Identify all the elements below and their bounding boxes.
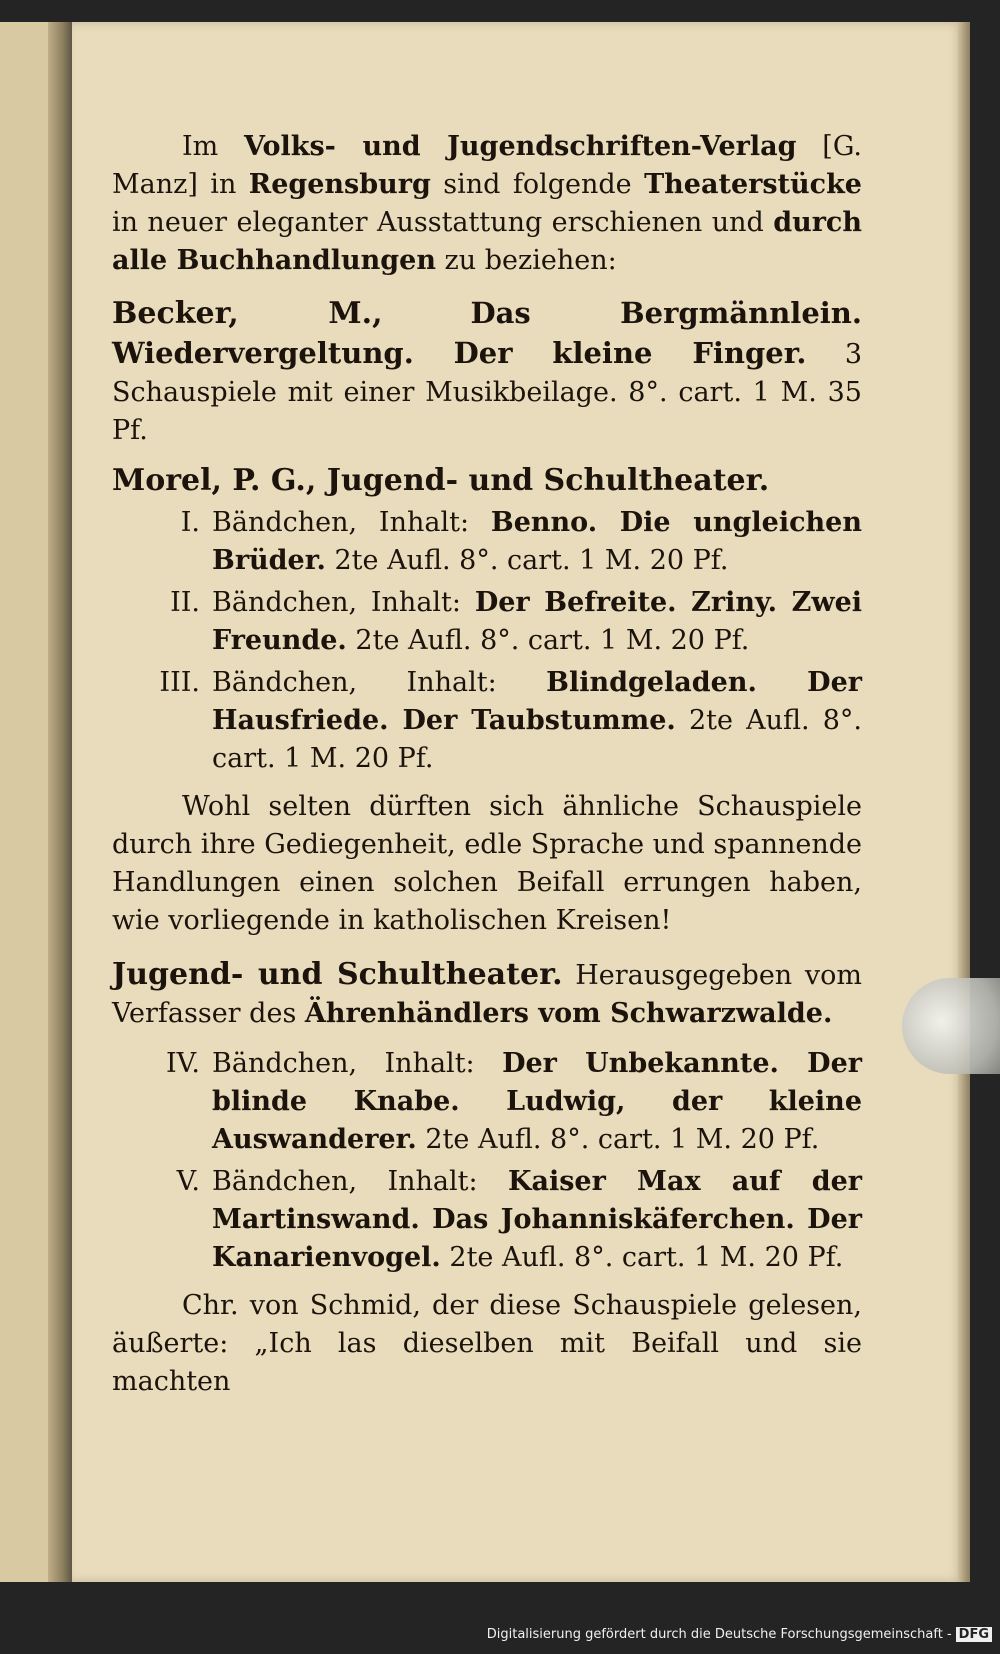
volume-details: 2te Aufl. 8°. cart. 1 M. 20 Pf. — [425, 1124, 820, 1155]
volume-number: II. — [170, 587, 200, 618]
book-gutter — [48, 22, 72, 1582]
becker-titles: Das Bergmännlein. Wiedervergeltung. Der kleine Finger. — [112, 296, 862, 370]
volume-details: 2te Aufl. 8°. cart. 1 M. 20 Pf. — [355, 625, 750, 656]
volume-number: I. — [180, 507, 200, 538]
volume-titles: Benno. Die ungleichen Brüder. — [212, 507, 862, 576]
page-content — [112, 128, 862, 1417]
becker-author: Becker, M., — [112, 296, 383, 331]
volume-prefix: Bändchen, Inhalt: — [212, 507, 470, 538]
volume-prefix: Bändchen, Inhalt: — [212, 1166, 478, 1197]
page-edge — [958, 22, 970, 1582]
footer-text: Digitalisierung gefördert durch die Deutsche Forschungsgemeinschaft - — [486, 1627, 952, 1642]
page-clip-tab — [902, 978, 1000, 1074]
intro-text: in neuer eleganter Ausstattung erschienen und — [112, 207, 774, 238]
dfg-logo: DFG — [956, 1627, 992, 1642]
volume-entry — [112, 664, 862, 778]
volume-prefix: Bändchen, Inhalt: — [212, 1048, 475, 1079]
volume-entry — [112, 504, 862, 580]
volume-titles: Blindgeladen. Der Hausfriede. Der Taubstumme. — [212, 667, 862, 736]
volume-details: 2te Aufl. 8°. cart. 1 M. 20 Pf. — [212, 705, 862, 774]
bookstores-term: durch alle Buchhandlungen — [112, 207, 862, 276]
intro-paragraph — [112, 128, 862, 280]
theater-pieces-term: Theaterstücke — [644, 169, 862, 200]
becker-details: 3 Schauspiele mit einer Musikbeilage. 8°. cart. 1 M. 35 Pf. — [112, 339, 862, 446]
jugend-heading: Jugend- und Schultheater. — [112, 957, 563, 992]
jugend-entry — [112, 956, 862, 1033]
jugend-work-title: Ährenhändlers vom Schwarzwalde. — [304, 998, 833, 1029]
volume-entry — [112, 1163, 862, 1277]
jugend-text: Herausgegeben vom Verfasser des — [112, 960, 862, 1029]
digitization-footer — [487, 1627, 992, 1642]
intro-text: Im — [182, 131, 245, 162]
becker-entry — [112, 294, 862, 450]
publisher-name: Volks- und Jugendschriften-Verlag — [244, 131, 797, 162]
recommendation-note: Wohl selten dürften sich ähnliche Schauspiele durch ihre Gediegenheit, edle Sprache und spannende Handlungen einen solchen Beifall errungen haben, wie vorliegende in katholischen Kreisen! — [112, 791, 862, 936]
morel-heading: Morel, P. G., Jugend- und Schultheater. — [112, 463, 770, 498]
volume-entry — [112, 584, 862, 660]
volume-prefix: Bändchen, Inhalt: — [212, 667, 497, 698]
volume-entry — [112, 1045, 862, 1159]
volume-number: IV. — [165, 1048, 200, 1079]
volume-details: 2te Aufl. 8°. cart. 1 M. 20 Pf. — [449, 1242, 844, 1273]
intro-text: [G. Manz] in — [112, 131, 863, 200]
volume-prefix: Bändchen, Inhalt: — [212, 587, 461, 618]
volume-titles: Kaiser Max auf der Martinswand. Das Johanniskäferchen. Der Kanarienvogel. — [212, 1166, 862, 1273]
volume-titles: Der Befreite. Zriny. Zwei Freunde. — [212, 587, 862, 656]
volume-details: 2te Aufl. 8°. cart. 1 M. 20 Pf. — [334, 545, 729, 576]
city-name: Regensburg — [248, 169, 431, 200]
intro-text: zu beziehen: — [435, 245, 617, 276]
volume-number: III. — [159, 667, 200, 698]
intro-text: sind folgende — [430, 169, 645, 200]
volume-number: V. — [176, 1166, 200, 1197]
volume-titles: Der Unbekannte. Der blinde Knabe. Ludwig, der kleine Auswanderer. — [212, 1048, 862, 1155]
schmid-quote: Chr. von Schmid, der diese Schauspiele gelesen, äußerte: „Ich las dieselben mit Beifall und sie machten — [112, 1290, 862, 1397]
